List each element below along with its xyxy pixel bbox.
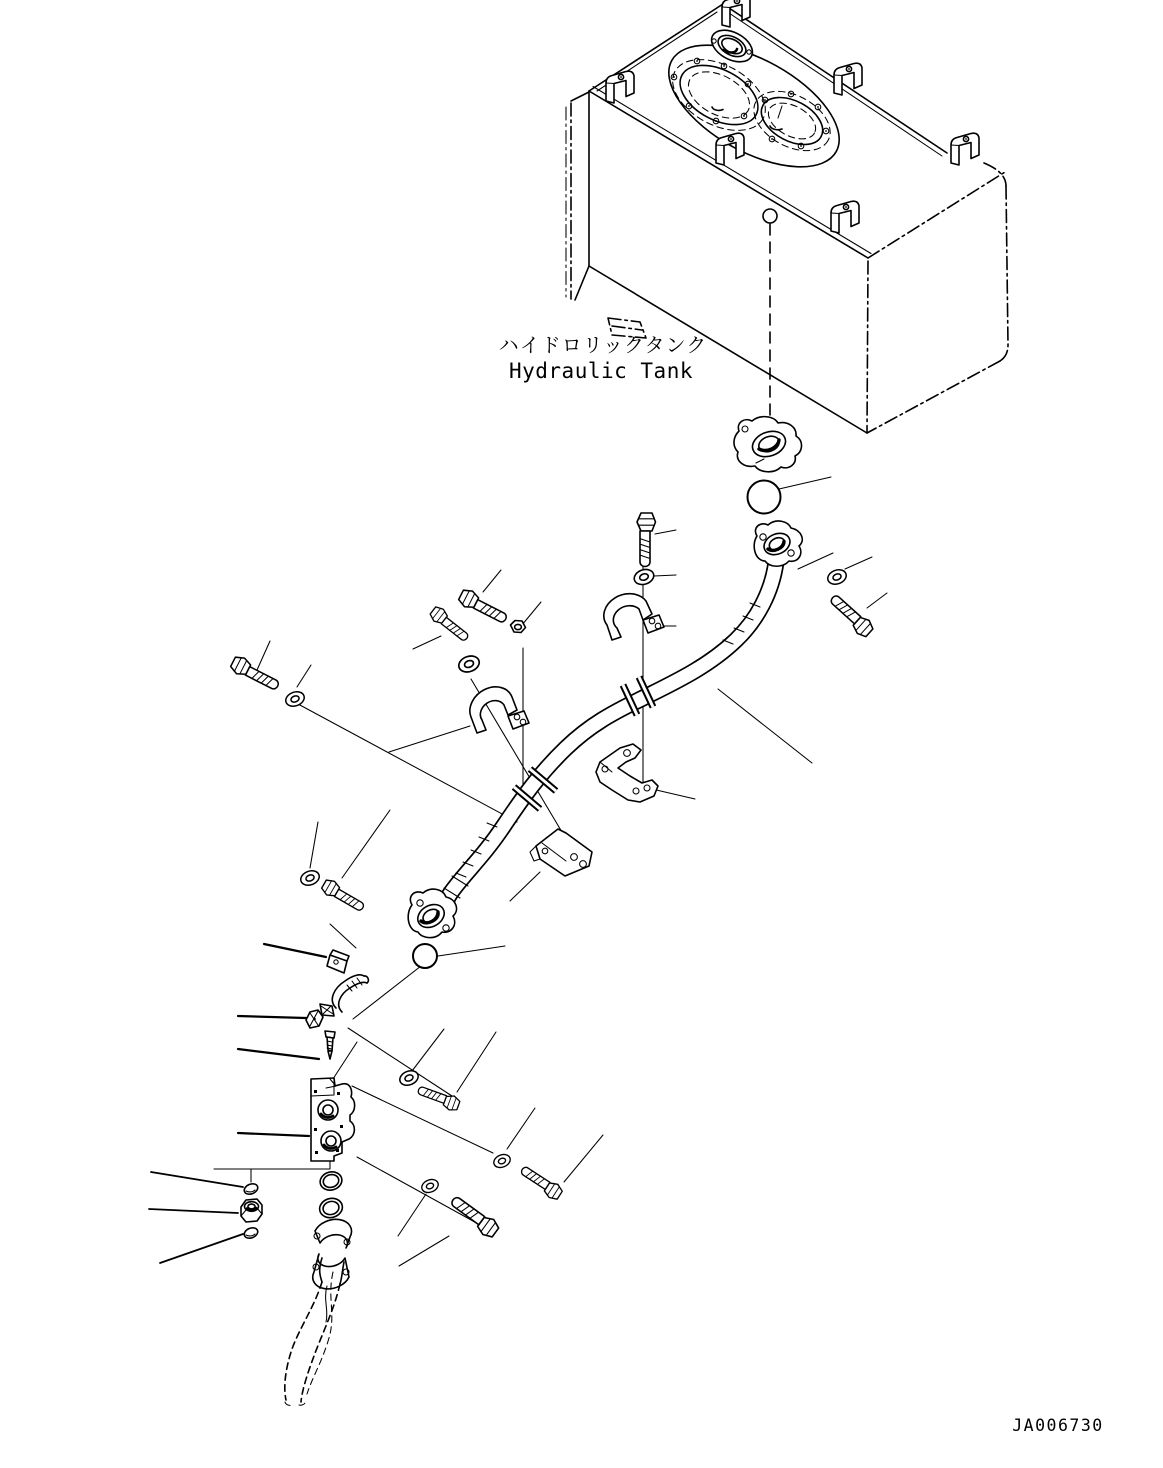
washer: [299, 868, 322, 887]
o-ring: [317, 1196, 344, 1220]
fitting: [306, 1010, 323, 1028]
curved-strap: [332, 975, 368, 1012]
plug: [243, 1182, 260, 1196]
drawing-number: JA006730: [1012, 1416, 1104, 1435]
tank-mounting-lug: [834, 63, 862, 95]
bolt: [457, 587, 510, 626]
washer: [826, 567, 849, 586]
bolt: [428, 605, 472, 644]
split-flange-half: [314, 1219, 351, 1248]
plug-ball: [748, 481, 781, 514]
saddle-clamp: [604, 594, 664, 640]
elbow-flange: [734, 417, 802, 472]
tank-manhole-plate: [649, 20, 858, 192]
washer: [492, 1152, 512, 1170]
clip: [327, 950, 349, 973]
suction-port-mark: [763, 209, 777, 223]
bolt: [320, 877, 367, 913]
z-bracket: [596, 744, 658, 802]
o-ring-ball: [413, 944, 437, 968]
tank-left-end: [566, 92, 589, 300]
plug: [243, 1226, 260, 1240]
plate-bracket: [530, 829, 592, 876]
washer: [457, 653, 482, 674]
tank-phantom-end: [867, 186, 1008, 433]
bolt: [517, 1164, 564, 1202]
tank-mounting-lug: [951, 133, 979, 165]
o-ring: [318, 1169, 344, 1192]
bolt: [637, 513, 656, 567]
valve-block: [311, 1078, 355, 1161]
tank-mounting-lug: [716, 133, 744, 165]
tank-label-english: Hydraulic Tank: [508, 359, 694, 383]
washer: [632, 567, 655, 587]
bolt: [416, 1084, 461, 1113]
hose-group: [285, 1219, 352, 1405]
suction-tube-assembly: [408, 417, 802, 968]
tube-top-flange: [754, 521, 802, 566]
lower-hardware: [398, 1068, 564, 1240]
tank-mounting-lug: [831, 201, 859, 233]
bolt: [229, 654, 282, 693]
nut-fitting: [241, 1199, 262, 1222]
valve-stem: [325, 1031, 335, 1059]
washer: [398, 1068, 421, 1088]
bolt: [447, 1193, 501, 1239]
bolt: [826, 592, 876, 639]
valve-group: [241, 950, 368, 1240]
small-nut: [511, 621, 526, 633]
washer: [284, 689, 307, 708]
link-piece: [320, 1004, 334, 1016]
washer: [420, 1177, 440, 1195]
tank-label-japanese: ハイドロリックタンク: [498, 333, 708, 357]
tank-mounting-lug: [606, 71, 634, 103]
